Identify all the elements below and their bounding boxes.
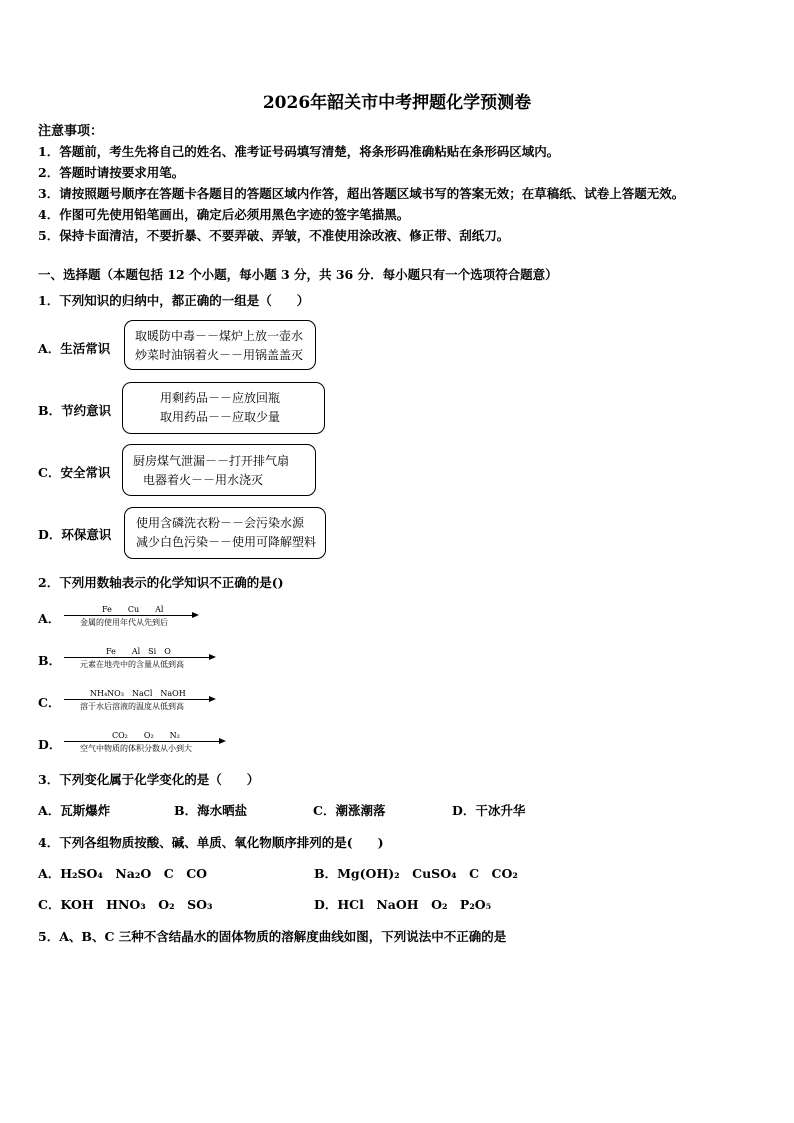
q3-choice-c: C．潮涨潮落: [313, 803, 386, 818]
q1-option-d-line2: 减少白色污染－－使用可降解塑料: [136, 535, 317, 549]
q3-choice-b: B．海水晒盐: [174, 803, 248, 818]
axis-line: [64, 615, 192, 616]
axis-line: [64, 657, 209, 658]
question-5-stem: 5．A、B、C 三种不含结晶水的固体物质的溶解度曲线如图，下列说法中不正确的是: [38, 929, 507, 944]
q2-option-c-caption: 溶于水后溶液的温度从低到高: [80, 702, 184, 711]
q2-option-a-caption: 金属的使用年代从先到后: [80, 618, 168, 627]
page-title: 2026年韶关市中考押题化学预测卷: [262, 93, 532, 113]
q2-option-b-caption: 元素在地壳中的含量从低到高: [80, 660, 184, 669]
question-2-stem: 2．下列用数轴表示的化学知识不正确的是(): [38, 575, 284, 590]
q4-choice-b: B．Mg(OH)₂ CuSO₄ C CO₂: [314, 866, 518, 881]
q1-option-d-label: D．环保意识: [38, 527, 112, 542]
q2-option-c-items: NH₄NO₃ NaCl NaOH: [90, 689, 186, 698]
q1-option-a-box: [124, 320, 316, 370]
arrow-head-icon: [219, 738, 226, 744]
question-1-stem: 1．下列知识的归纳中，都正确的一组是（ ）: [38, 293, 310, 308]
arrow-head-icon: [209, 696, 216, 702]
q2-option-b-items: Fe Al Si O: [106, 647, 171, 656]
q1-option-a-line2: 炒菜时油锅着火－－用锅盖盖灭: [135, 348, 304, 362]
q2-option-d-number-line: [64, 730, 230, 756]
note-item: 3．请按照题号顺序在答题卡各题目的答题区域内作答，超出答题区域书写的答案无效；在草稿纸、试卷上答题无效。: [38, 186, 685, 201]
q2-option-b-number-line: [64, 646, 220, 672]
q4-choice-d: D．HCl NaOH O₂ P₂O₅: [314, 897, 492, 912]
q2-option-c-label: C．: [38, 695, 61, 710]
q1-option-c-line2: 电器着火－－用水浇灭: [143, 473, 264, 487]
question-4-stem: 4．下列各组物质按酸、碱、单质、氧化物顺序排列的是( ): [38, 835, 384, 850]
q2-option-a-items: Fe Cu Al: [102, 605, 164, 614]
q3-choice-a: A．瓦斯爆炸: [38, 803, 111, 818]
q2-option-b-label: B．: [38, 653, 62, 668]
note-item: 1．答题前，考生先将自己的姓名、准考证号码填写清楚，将条形码准确粘贴在条形码区域内。: [38, 144, 560, 159]
q2-option-a-number-line: [64, 604, 204, 630]
note-item: 2．答题时请按要求用笔。: [38, 165, 185, 180]
q2-option-c-number-line: [64, 688, 220, 714]
q1-option-a-label: A．生活常识: [38, 341, 111, 356]
q1-option-b-line1: 用剩药品－－应放回瓶: [160, 391, 281, 405]
note-item: 5．保持卡面清洁，不要折暴、不要弄破、弄皱，不准使用涂改液、修正带、刮纸刀。: [38, 228, 510, 243]
note-item: 4．作图可先使用铅笔画出，确定后必须用黑色字迹的签字笔描黑。: [38, 207, 410, 222]
q1-option-c-box: [122, 444, 316, 496]
notes-heading: 注意事项：: [38, 124, 104, 139]
q1-option-c-label: C．安全常识: [38, 465, 111, 480]
q1-option-a-line1: 取暖防中毒－－煤炉上放一壶水: [135, 329, 304, 343]
q1-option-d-line1: 使用含磷洗衣粉－－会污染水源: [136, 516, 305, 530]
q2-option-d-caption: 空气中物质的体积分数从小到大: [80, 744, 192, 753]
q2-option-d-label: D．: [38, 737, 62, 752]
q4-choice-c: C．KOH HNO₃ O₂ SO₃: [38, 897, 213, 912]
q1-option-b-box: [122, 382, 325, 434]
q3-choice-d: D．干冰升华: [452, 803, 526, 818]
axis-line: [64, 741, 219, 742]
arrow-head-icon: [209, 654, 216, 660]
q1-option-d-box: [124, 507, 326, 559]
q2-option-d-items: CO₂ O₂ N₂: [112, 731, 180, 740]
q4-choice-a: A．H₂SO₄ Na₂O C CO: [38, 866, 208, 881]
q1-option-b-label: B．节约意识: [38, 403, 112, 418]
section-heading: 一、选择题（本题包括 12 个小题，每小题 3 分，共 36 分．每小题只有一个选项符合题意）: [38, 267, 558, 282]
axis-line: [64, 699, 209, 700]
arrow-head-icon: [192, 612, 199, 618]
q1-option-b-line2: 取用药品－－应取少量: [160, 410, 281, 424]
q2-option-a-label: A．: [38, 611, 61, 626]
question-3-stem: 3．下列变化属于化学变化的是（ ）: [38, 772, 260, 787]
q1-option-c-line1: 厨房煤气泄漏－－打开排气扇: [133, 454, 290, 468]
